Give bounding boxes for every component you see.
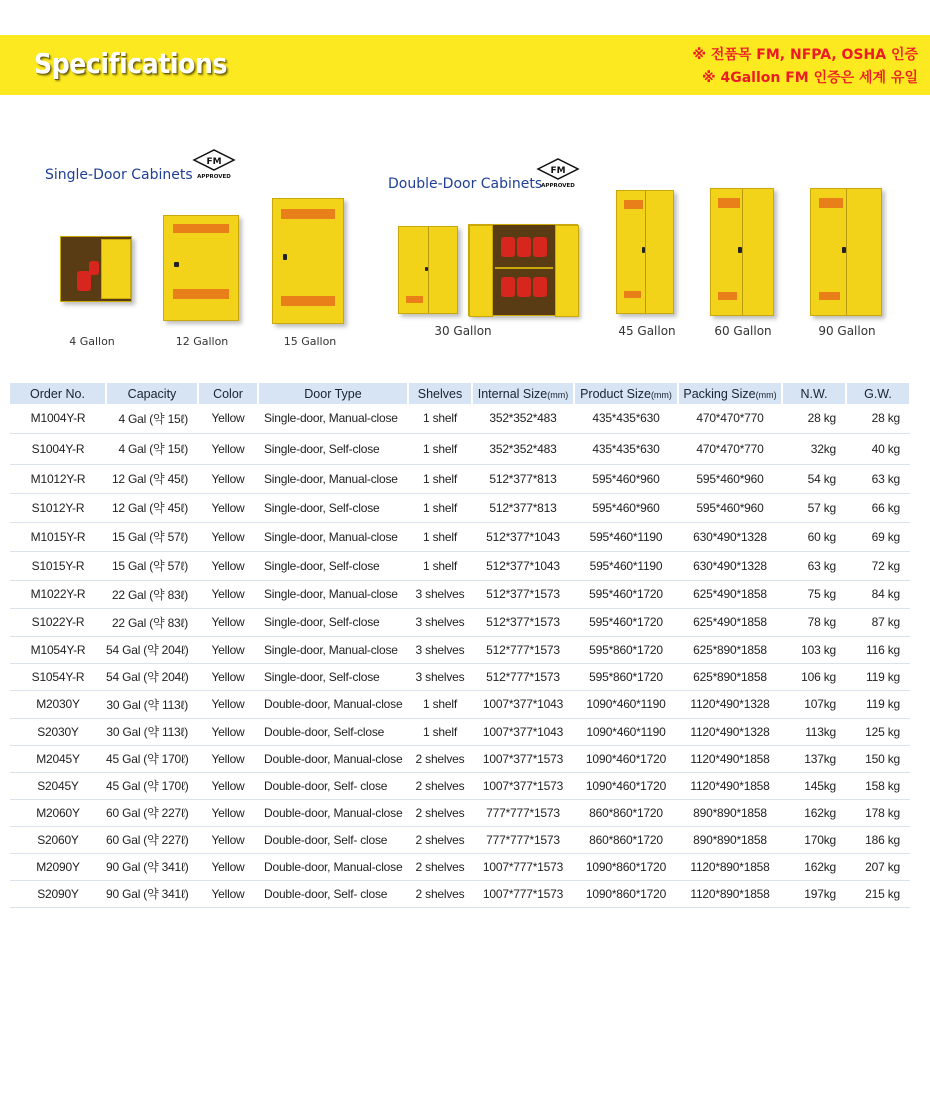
header-unit: (mm) [755, 389, 777, 400]
cell-packing-size: 1120*490*1328 [678, 718, 782, 745]
table-row [10, 745, 910, 772]
page-title: Specifications [34, 47, 228, 80]
header-internal-size-label: Internal Size [477, 386, 548, 401]
cell-order-no: M2090Y [10, 853, 106, 880]
cell-door-type: Single-door, Manual-close [258, 464, 408, 493]
cell-shelves: 2 shelves [408, 772, 472, 799]
cell-color: Yellow [198, 663, 258, 690]
cell-order-no: M1004Y-R [10, 404, 106, 433]
cell-capacity: 54 Gal (약 204ℓ) [106, 636, 198, 663]
cell-product-size: 595*460*960 [574, 464, 678, 493]
cell-color: Yellow [198, 464, 258, 493]
cell-packing-size: 625*490*1858 [678, 608, 782, 636]
cell-net-weight: 170kg [782, 826, 846, 853]
cell-product-size: 1090*460*1720 [574, 772, 678, 799]
cell-color: Yellow [198, 522, 258, 551]
certification-notes [692, 44, 918, 90]
cabinet-60-gallon-image [710, 188, 774, 316]
cell-door-type: Single-door, Self-close [258, 551, 408, 580]
cell-capacity: 30 Gal (약 113ℓ) [106, 690, 198, 718]
table-header-row [10, 383, 910, 404]
fm-approved-icon [534, 157, 582, 189]
cell-color: Yellow [198, 718, 258, 745]
cell-shelves: 1 shelf [408, 690, 472, 718]
cell-capacity: 90 Gal (약 341ℓ) [106, 880, 198, 907]
cell-order-no: S1004Y-R [10, 433, 106, 464]
table-row [10, 580, 910, 608]
header-packing-size-label: Packing Size [683, 386, 756, 401]
cell-shelves: 1 shelf [408, 404, 472, 433]
cell-order-no: M1054Y-R [10, 636, 106, 663]
cell-gross-weight: 178 kg [846, 799, 910, 826]
cell-door-type: Double-door, Manual-close [258, 853, 408, 880]
cell-internal-size: 512*777*1573 [472, 636, 574, 663]
cell-gross-weight: 158 kg [846, 772, 910, 799]
cell-net-weight: 63 kg [782, 551, 846, 580]
specifications-table [10, 383, 911, 908]
cell-net-weight: 107kg [782, 690, 846, 718]
cell-product-size: 435*435*630 [574, 404, 678, 433]
cell-door-type: Single-door, Manual-close [258, 636, 408, 663]
cell-gross-weight: 66 kg [846, 493, 910, 522]
cell-net-weight: 32kg [782, 433, 846, 464]
cell-packing-size: 595*460*960 [678, 493, 782, 522]
certification-note-1: ※ 전품목 FM, NFPA, OSHA 인증 [692, 47, 918, 63]
cell-shelves: 3 shelves [408, 608, 472, 636]
cell-product-size: 1090*460*1190 [574, 718, 678, 745]
cell-door-type: Single-door, Self-close [258, 493, 408, 522]
table-row [10, 433, 910, 464]
cell-net-weight: 106 kg [782, 663, 846, 690]
cell-door-type: Single-door, Self-close [258, 608, 408, 636]
cell-gross-weight: 119 kg [846, 663, 910, 690]
cell-product-size: 595*460*1190 [574, 522, 678, 551]
cell-gross-weight: 40 kg [846, 433, 910, 464]
cell-door-type: Double-door, Self-close [258, 718, 408, 745]
cell-gross-weight: 186 kg [846, 826, 910, 853]
cell-internal-size: 777*777*1573 [472, 799, 574, 826]
header-order-no: Order No. [10, 383, 106, 404]
cabinet-4-gallon-image [60, 236, 132, 302]
cell-order-no: S2045Y [10, 772, 106, 799]
cell-net-weight: 197kg [782, 880, 846, 907]
cell-order-no: M1015Y-R [10, 522, 106, 551]
cabinet-30-gallon-open-image [468, 224, 578, 316]
caption-45-gallon: 45 Gallon [618, 324, 676, 338]
cell-order-no: S2060Y [10, 826, 106, 853]
table-row [10, 826, 910, 853]
cell-packing-size: 1120*490*1328 [678, 690, 782, 718]
product-gallery [0, 140, 930, 355]
fm-approved-icon [190, 148, 238, 180]
cell-packing-size: 1120*890*1858 [678, 880, 782, 907]
cell-product-size: 1090*460*1190 [574, 690, 678, 718]
cell-shelves: 3 shelves [408, 580, 472, 608]
cell-color: Yellow [198, 690, 258, 718]
cell-door-type: Double-door, Self- close [258, 826, 408, 853]
header-internal-size [472, 383, 574, 404]
cell-order-no: S2090Y [10, 880, 106, 907]
cell-product-size: 595*460*1720 [574, 580, 678, 608]
cell-product-size: 1090*460*1720 [574, 745, 678, 772]
cell-door-type: Double-door, Self- close [258, 772, 408, 799]
cell-door-type: Single-door, Self-close [258, 663, 408, 690]
table-row [10, 853, 910, 880]
fm-badge-subtext: APPROVED [197, 174, 231, 180]
cell-capacity: 4 Gal (약 15ℓ) [106, 433, 198, 464]
header-shelves: Shelves [408, 383, 472, 404]
cell-internal-size: 352*352*483 [472, 404, 574, 433]
cell-capacity: 15 Gal (약 57ℓ) [106, 522, 198, 551]
cell-gross-weight: 116 kg [846, 636, 910, 663]
cell-capacity: 30 Gal (약 113ℓ) [106, 718, 198, 745]
cell-packing-size: 595*460*960 [678, 464, 782, 493]
cell-shelves: 2 shelves [408, 826, 472, 853]
single-door-title: Single-Door Cabinets [45, 167, 193, 183]
cell-net-weight: 137kg [782, 745, 846, 772]
cell-gross-weight: 125 kg [846, 718, 910, 745]
cell-net-weight: 113kg [782, 718, 846, 745]
table-row [10, 464, 910, 493]
cell-capacity: 60 Gal (약 227ℓ) [106, 826, 198, 853]
cell-packing-size: 470*470*770 [678, 433, 782, 464]
cell-product-size: 595*460*1190 [574, 551, 678, 580]
cell-color: Yellow [198, 551, 258, 580]
cell-product-size: 860*860*1720 [574, 799, 678, 826]
caption-12-gallon: 12 Gallon [175, 335, 229, 348]
cell-packing-size: 1120*490*1858 [678, 772, 782, 799]
cell-shelves: 1 shelf [408, 551, 472, 580]
header-gross-weight: G.W. [846, 383, 910, 404]
cell-door-type: Double-door, Manual-close [258, 745, 408, 772]
cabinet-12-gallon-image [163, 215, 239, 321]
cell-shelves: 3 shelves [408, 663, 472, 690]
cell-color: Yellow [198, 636, 258, 663]
header-unit: (mm) [547, 389, 569, 400]
cell-shelves: 1 shelf [408, 464, 472, 493]
table-row [10, 551, 910, 580]
table-row [10, 880, 910, 907]
cell-gross-weight: 84 kg [846, 580, 910, 608]
caption-60-gallon: 60 Gallon [714, 324, 772, 338]
table-row [10, 404, 910, 433]
cell-gross-weight: 69 kg [846, 522, 910, 551]
cell-gross-weight: 207 kg [846, 853, 910, 880]
cell-door-type: Double-door, Manual-close [258, 690, 408, 718]
cell-shelves: 1 shelf [408, 718, 472, 745]
cell-internal-size: 1007*377*1573 [472, 772, 574, 799]
cell-order-no: M2060Y [10, 799, 106, 826]
cell-order-no: S1015Y-R [10, 551, 106, 580]
cell-gross-weight: 215 kg [846, 880, 910, 907]
cell-order-no: M2030Y [10, 690, 106, 718]
cell-product-size: 1090*860*1720 [574, 853, 678, 880]
cell-order-no: S1054Y-R [10, 663, 106, 690]
cell-packing-size: 1120*490*1858 [678, 745, 782, 772]
cell-order-no: S1012Y-R [10, 493, 106, 522]
cell-color: Yellow [198, 772, 258, 799]
cell-shelves: 2 shelves [408, 853, 472, 880]
cell-color: Yellow [198, 880, 258, 907]
cell-order-no: S2030Y [10, 718, 106, 745]
cell-shelves: 2 shelves [408, 799, 472, 826]
cell-internal-size: 512*377*1043 [472, 551, 574, 580]
cell-internal-size: 512*377*813 [472, 493, 574, 522]
cell-product-size: 435*435*630 [574, 433, 678, 464]
cell-color: Yellow [198, 826, 258, 853]
cell-internal-size: 1007*777*1573 [472, 880, 574, 907]
cell-shelves: 2 shelves [408, 745, 472, 772]
fm-badge-text: FM [206, 157, 222, 167]
cell-door-type: Double-door, Self- close [258, 880, 408, 907]
cell-product-size: 595*860*1720 [574, 636, 678, 663]
cell-capacity: 12 Gal (약 45ℓ) [106, 493, 198, 522]
cell-internal-size: 1007*377*1573 [472, 745, 574, 772]
cell-order-no: M1012Y-R [10, 464, 106, 493]
header-product-size-label: Product Size [580, 386, 651, 401]
cell-net-weight: 60 kg [782, 522, 846, 551]
cell-shelves: 1 shelf [408, 433, 472, 464]
cell-gross-weight: 150 kg [846, 745, 910, 772]
cell-net-weight: 54 kg [782, 464, 846, 493]
header-net-weight: N.W. [782, 383, 846, 404]
cell-door-type: Single-door, Self-close [258, 433, 408, 464]
cell-internal-size: 512*377*1043 [472, 522, 574, 551]
cell-product-size: 1090*860*1720 [574, 880, 678, 907]
table-row [10, 772, 910, 799]
cell-color: Yellow [198, 404, 258, 433]
cell-net-weight: 162kg [782, 853, 846, 880]
cell-gross-weight: 119 kg [846, 690, 910, 718]
cell-color: Yellow [198, 799, 258, 826]
cell-shelves: 1 shelf [408, 522, 472, 551]
cell-capacity: 90 Gal (약 341ℓ) [106, 853, 198, 880]
cell-internal-size: 512*377*1573 [472, 580, 574, 608]
header-packing-size [678, 383, 782, 404]
table-row [10, 718, 910, 745]
table-row [10, 690, 910, 718]
fm-badge-subtext: APPROVED [541, 183, 575, 189]
cell-internal-size: 512*377*813 [472, 464, 574, 493]
cabinet-90-gallon-image [810, 188, 882, 316]
cabinet-45-gallon-image [616, 190, 674, 314]
cell-capacity: 4 Gal (약 15ℓ) [106, 404, 198, 433]
cell-product-size: 860*860*1720 [574, 826, 678, 853]
cell-capacity: 12 Gal (약 45ℓ) [106, 464, 198, 493]
cell-door-type: Single-door, Manual-close [258, 404, 408, 433]
cell-order-no: M2045Y [10, 745, 106, 772]
cell-door-type: Single-door, Manual-close [258, 522, 408, 551]
table-row [10, 799, 910, 826]
table-row [10, 493, 910, 522]
cell-net-weight: 75 kg [782, 580, 846, 608]
cell-packing-size: 625*890*1858 [678, 663, 782, 690]
cell-capacity: 60 Gal (약 227ℓ) [106, 799, 198, 826]
cell-shelves: 3 shelves [408, 636, 472, 663]
cell-net-weight: 57 kg [782, 493, 846, 522]
cabinet-15-gallon-image [272, 198, 344, 324]
cell-color: Yellow [198, 745, 258, 772]
cell-gross-weight: 28 kg [846, 404, 910, 433]
cell-order-no: M1022Y-R [10, 580, 106, 608]
cell-packing-size: 625*490*1858 [678, 580, 782, 608]
header-door-type: Door Type [258, 383, 408, 404]
cell-internal-size: 777*777*1573 [472, 826, 574, 853]
cell-product-size: 595*460*1720 [574, 608, 678, 636]
cell-internal-size: 1007*777*1573 [472, 853, 574, 880]
cell-net-weight: 103 kg [782, 636, 846, 663]
cell-capacity: 45 Gal (약 170ℓ) [106, 772, 198, 799]
cell-shelves: 1 shelf [408, 493, 472, 522]
cell-color: Yellow [198, 433, 258, 464]
cell-capacity: 54 Gal (약 204ℓ) [106, 663, 198, 690]
cell-color: Yellow [198, 493, 258, 522]
cell-internal-size: 1007*377*1043 [472, 690, 574, 718]
cell-packing-size: 630*490*1328 [678, 522, 782, 551]
caption-30-gallon: 30 Gallon [434, 324, 492, 338]
cell-net-weight: 78 kg [782, 608, 846, 636]
cell-packing-size: 1120*890*1858 [678, 853, 782, 880]
cell-internal-size: 512*377*1573 [472, 608, 574, 636]
cell-gross-weight: 72 kg [846, 551, 910, 580]
cell-packing-size: 625*890*1858 [678, 636, 782, 663]
fm-badge-text: FM [550, 166, 566, 176]
cell-door-type: Single-door, Manual-close [258, 580, 408, 608]
cell-product-size: 595*860*1720 [574, 663, 678, 690]
double-door-title: Double-Door Cabinets [388, 176, 543, 192]
header-color: Color [198, 383, 258, 404]
cell-net-weight: 145kg [782, 772, 846, 799]
specifications-banner [0, 35, 930, 95]
table-row [10, 636, 910, 663]
cell-packing-size: 890*890*1858 [678, 826, 782, 853]
cell-gross-weight: 63 kg [846, 464, 910, 493]
table-row [10, 608, 910, 636]
cell-shelves: 2 shelves [408, 880, 472, 907]
cell-color: Yellow [198, 853, 258, 880]
cell-color: Yellow [198, 580, 258, 608]
cell-order-no: S1022Y-R [10, 608, 106, 636]
cell-capacity: 45 Gal (약 170ℓ) [106, 745, 198, 772]
cell-internal-size: 1007*377*1043 [472, 718, 574, 745]
cell-internal-size: 352*352*483 [472, 433, 574, 464]
cell-capacity: 15 Gal (약 57ℓ) [106, 551, 198, 580]
cell-packing-size: 470*470*770 [678, 404, 782, 433]
cell-gross-weight: 87 kg [846, 608, 910, 636]
cell-capacity: 22 Gal (약 83ℓ) [106, 608, 198, 636]
cell-door-type: Double-door, Manual-close [258, 799, 408, 826]
table-body [10, 404, 910, 907]
cell-color: Yellow [198, 608, 258, 636]
table-row [10, 522, 910, 551]
header-capacity: Capacity [106, 383, 198, 404]
table-row [10, 663, 910, 690]
header-product-size [574, 383, 678, 404]
cabinet-30-gallon-closed-image [398, 226, 458, 314]
caption-90-gallon: 90 Gallon [818, 324, 876, 338]
cell-packing-size: 630*490*1328 [678, 551, 782, 580]
cell-capacity: 22 Gal (약 83ℓ) [106, 580, 198, 608]
cell-net-weight: 28 kg [782, 404, 846, 433]
certification-note-2: ※ 4Gallon FM 인증은 세계 유일 [701, 70, 918, 86]
header-unit: (mm) [650, 389, 672, 400]
cell-internal-size: 512*777*1573 [472, 663, 574, 690]
cell-net-weight: 162kg [782, 799, 846, 826]
caption-15-gallon: 15 Gallon [283, 335, 337, 348]
cell-product-size: 595*460*960 [574, 493, 678, 522]
cell-packing-size: 890*890*1858 [678, 799, 782, 826]
caption-4-gallon: 4 Gallon [69, 335, 115, 348]
